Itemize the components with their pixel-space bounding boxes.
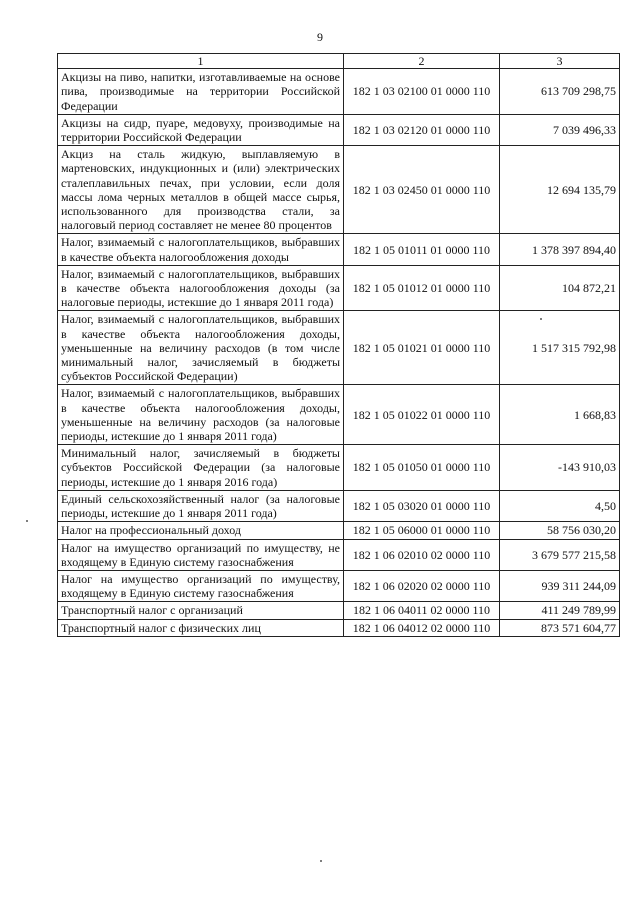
tax-name-cell: Налог на профессиональный доход [58, 522, 344, 539]
column-header-3: 3 [500, 54, 620, 69]
budget-code-cell: 182 1 05 01011 01 0000 110 [344, 234, 500, 265]
tax-name-cell: Налог на имущество организаций по имуществу, входящему в Единую систему газоснабжения [58, 570, 344, 601]
amount-cell: 12 694 135,79 [500, 146, 620, 234]
table-row [58, 146, 620, 234]
scan-speck [26, 520, 28, 522]
tax-name-cell: Налог, взимаемый с налогоплательщиков, выбравших в качестве объекта налогообложения доходы, уменьшенные на величину расходов (за налоговые периоды, истекшие до 1 января 2011 года) [58, 385, 344, 445]
amount-cell: 873 571 604,77 [500, 619, 620, 636]
column-header-1: 1 [58, 54, 344, 69]
amount-cell: 939 311 244,09 [500, 570, 620, 601]
budget-code-cell: 182 1 05 01022 01 0000 110 [344, 385, 500, 445]
tax-name-cell: Налог, взимаемый с налогоплательщиков, выбравших в качестве объекта налогообложения доходы (за налоговые периоды, истекшие до 1 января 2011 года) [58, 265, 344, 311]
amount-cell: 1 517 315 792,98 [500, 311, 620, 385]
scan-speck [540, 318, 542, 320]
page-number: 9 [317, 30, 323, 44]
amount-cell: 1 668,83 [500, 385, 620, 445]
budget-code-cell: 182 1 03 02100 01 0000 110 [344, 69, 500, 115]
budget-code-cell: 182 1 06 02020 02 0000 110 [344, 570, 500, 601]
budget-code-cell: 182 1 06 02010 02 0000 110 [344, 539, 500, 570]
tax-name-cell: Минимальный налог, зачисляемый в бюджеты субъектов Российской Федерации (за налоговые периоды, истекшие до 1 января 2016 года) [58, 445, 344, 491]
budget-code-cell: 182 1 05 01050 01 0000 110 [344, 445, 500, 491]
tax-name-cell: Единый сельскохозяйственный налог (за налоговые периоды, истекшие до 1 января 2011 года) [58, 490, 344, 521]
budget-code-cell: 182 1 05 01012 01 0000 110 [344, 265, 500, 311]
amount-cell: 104 872,21 [500, 265, 620, 311]
budget-code-cell: 182 1 06 04012 02 0000 110 [344, 619, 500, 636]
tax-name-cell: Налог, взимаемый с налогоплательщиков, выбравших в качестве объекта налогообложения доходы, уменьшенные на величину расходов (в том числе минимальный налог, зачисляемый в бюджеты субъектов Российской Федерации) [58, 311, 344, 385]
amount-cell: 613 709 298,75 [500, 69, 620, 115]
table-row [58, 602, 620, 619]
table-row [58, 311, 620, 385]
budget-code-cell: 182 1 05 03020 01 0000 110 [344, 490, 500, 521]
tax-name-cell: Транспортный налог с физических лиц [58, 619, 344, 636]
tax-name-cell: Налог, взимаемый с налогоплательщиков, выбравших в качестве объекта налогообложения доходы [58, 234, 344, 265]
table-row [58, 114, 620, 145]
table-header-row [58, 54, 620, 69]
amount-cell: -143 910,03 [500, 445, 620, 491]
column-header-2: 2 [344, 54, 500, 69]
revenue-table [57, 53, 620, 637]
budget-code-cell: 182 1 06 04011 02 0000 110 [344, 602, 500, 619]
tax-name-cell: Налог на имущество организаций по имуществу, не входящему в Единую систему газоснабжения [58, 539, 344, 570]
table-row [58, 265, 620, 311]
tax-name-cell: Акциз на сталь жидкую, выплавляемую в мартеновских, индукционных и (или) электрических сталеплавильных печах, при условии, если доля массы лома черных металлов в общей массе сырья, использованного для производства стали, за налоговый период составляет не менее 80 процентов [58, 146, 344, 234]
tax-name-cell: Акцизы на пиво, напитки, изготавливаемые на основе пива, производимые на территории Российской Федерации [58, 69, 344, 115]
amount-cell: 1 378 397 894,40 [500, 234, 620, 265]
budget-code-cell: 182 1 03 02450 01 0000 110 [344, 146, 500, 234]
budget-code-cell: 182 1 05 01021 01 0000 110 [344, 311, 500, 385]
amount-cell: 4,50 [500, 490, 620, 521]
amount-cell: 7 039 496,33 [500, 114, 620, 145]
budget-code-cell: 182 1 05 06000 01 0000 110 [344, 522, 500, 539]
table-row [58, 69, 620, 115]
budget-code-cell: 182 1 03 02120 01 0000 110 [344, 114, 500, 145]
table-row [58, 539, 620, 570]
table-row [58, 234, 620, 265]
table-row [58, 490, 620, 521]
tax-name-cell: Акцизы на сидр, пуаре, медовуху, производимые на территории Российской Федерации [58, 114, 344, 145]
amount-cell: 3 679 577 215,58 [500, 539, 620, 570]
tax-name-cell: Транспортный налог с организаций [58, 602, 344, 619]
table-row [58, 445, 620, 491]
table-row [58, 385, 620, 445]
table-row [58, 570, 620, 601]
scan-speck [320, 860, 322, 862]
table-row [58, 619, 620, 636]
amount-cell: 411 249 789,99 [500, 602, 620, 619]
table-row [58, 522, 620, 539]
amount-cell: 58 756 030,20 [500, 522, 620, 539]
